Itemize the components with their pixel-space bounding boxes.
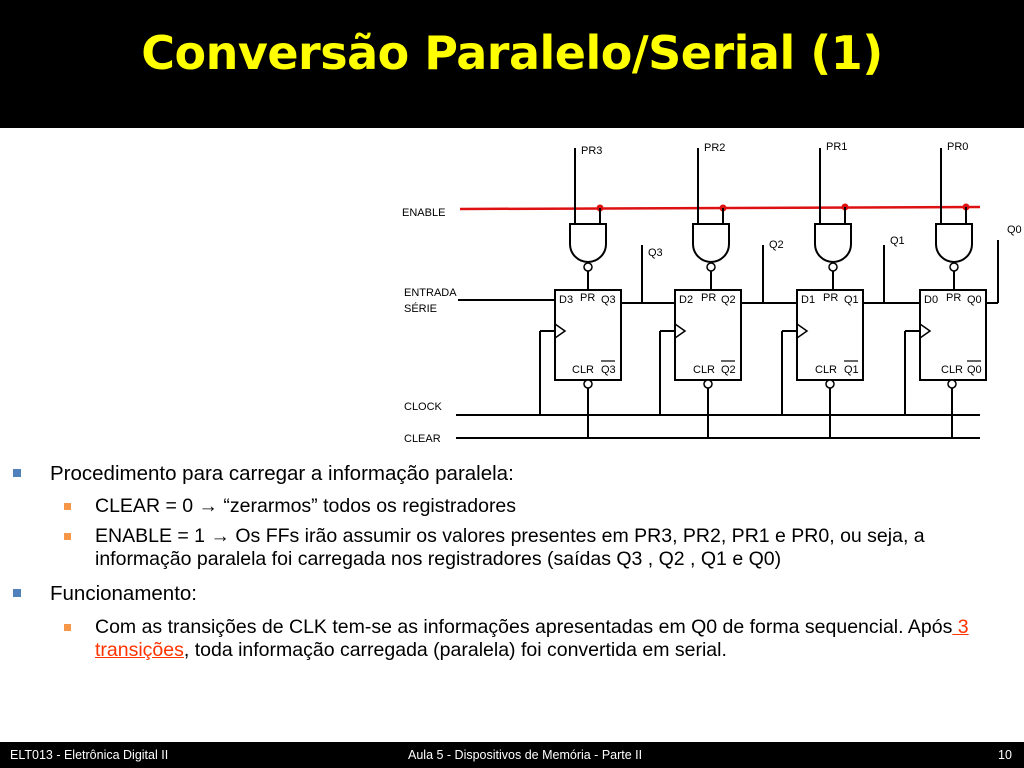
page-number: 10: [998, 748, 1012, 762]
slide-title: Conversão Paralelo/Serial (1): [141, 26, 883, 80]
square-bullet-icon: [64, 503, 71, 510]
ff2-qbar-label: Q2: [721, 364, 736, 376]
ff3-d-label: D3: [559, 294, 574, 306]
ff0-pr-label: PR: [946, 292, 962, 304]
clear-label: CLEAR: [404, 433, 441, 444]
pr1-input-label: PR1: [826, 141, 848, 153]
ff0-clr-label: CLR: [941, 364, 964, 376]
ff0-d-label: D0: [924, 294, 939, 306]
stage-2: [660, 142, 797, 438]
ff3-qbar-label: Q3: [601, 364, 616, 376]
ff2-pr-label: PR: [701, 292, 717, 304]
nand-gate-1: [815, 224, 851, 271]
square-bullet-icon: [64, 533, 71, 540]
nand-gate-2: [693, 224, 729, 271]
ff0-qbar-label: Q0: [967, 364, 982, 376]
title-bar: [0, 0, 1024, 128]
clock-label: CLOCK: [404, 401, 442, 413]
pr0-input-label: PR0: [947, 141, 969, 153]
ff3-q-label: Q3: [601, 294, 616, 306]
footer-bar: [0, 742, 1024, 768]
transitions-link[interactable]: 3 transições: [95, 616, 969, 661]
parallel-serial-circuit-diagram: [390, 130, 1024, 444]
ff2-q-label: Q2: [721, 294, 736, 306]
q0-output-label: Q0: [1007, 224, 1022, 236]
footer-course: ELT013 - Eletrônica Digital II: [10, 748, 169, 762]
stage-0: [905, 141, 1022, 438]
q1-output-label: Q1: [890, 235, 905, 247]
ff1-q-label: Q1: [844, 294, 859, 306]
ff3-pr-label: PR: [580, 292, 596, 304]
enable-label: ENABLE: [402, 207, 446, 219]
square-bullet-icon: [64, 624, 71, 631]
ff2-clr-label: CLR: [693, 364, 716, 376]
stage-1: [782, 141, 920, 438]
ff1-qbar-label: Q1: [844, 364, 859, 376]
serial-input-label-2: SÉRIE: [404, 303, 438, 315]
pr3-input-label: PR3: [581, 145, 603, 157]
stage-3: [540, 145, 675, 438]
square-bullet-icon: [13, 469, 21, 477]
ff3-clr-label: CLR: [572, 364, 595, 376]
nand-gate-3: [570, 224, 606, 271]
q3-output-label: Q3: [648, 247, 663, 259]
ff1-clr-label: CLR: [815, 364, 838, 376]
q2-output-label: Q2: [769, 239, 784, 251]
square-bullet-icon: [13, 589, 21, 597]
pr2-input-label: PR2: [704, 142, 726, 154]
nand-gate-0: [936, 224, 972, 271]
ff1-pr-label: PR: [823, 292, 839, 304]
footer-lecture: Aula 5 - Dispositivos de Memória - Parte II: [408, 748, 643, 762]
ff1-d-label: D1: [801, 294, 816, 306]
ff0-q-label: Q0: [967, 294, 982, 306]
ff2-d-label: D2: [679, 294, 694, 306]
serial-input-label: ENTRADA: [404, 287, 457, 299]
